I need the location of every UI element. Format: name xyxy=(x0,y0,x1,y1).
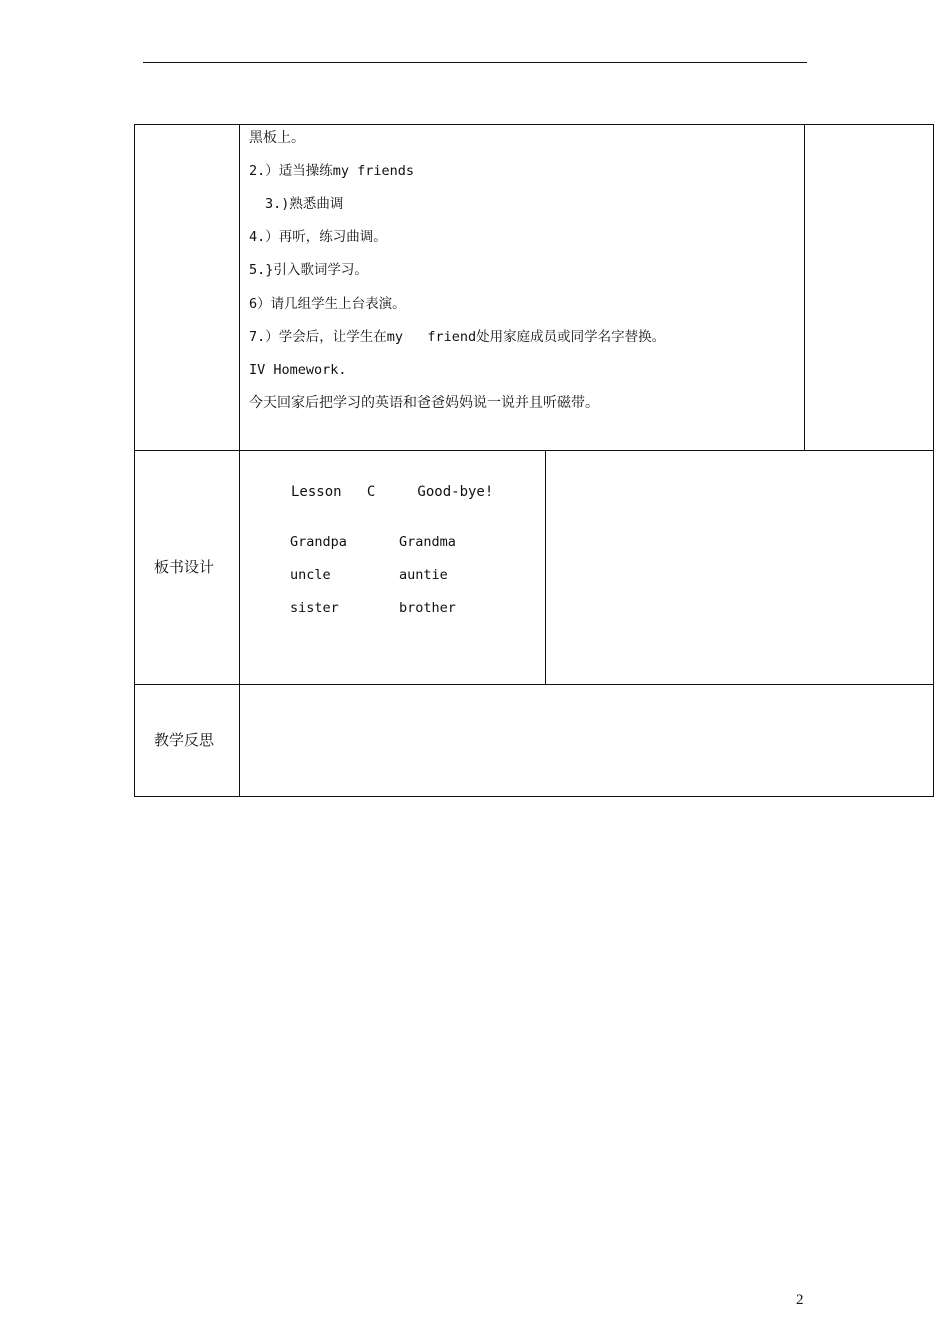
header-rule xyxy=(143,62,807,63)
procedure-line-1: 黑板上。 xyxy=(249,130,305,146)
board-word-auntie: auntie xyxy=(399,567,448,583)
board-design-blank-cell xyxy=(545,450,934,685)
board-design-title: Lesson C Good-bye! xyxy=(291,484,494,500)
board-word-brother: brother xyxy=(399,600,456,616)
procedure-notes-cell xyxy=(804,124,934,451)
board-design-label: 板书设计 xyxy=(154,558,215,576)
board-word-grandpa: Grandpa xyxy=(290,534,347,550)
procedure-line-9: 今天回家后把学习的英语和爸爸妈妈说一说并且听磁带。 xyxy=(249,395,599,411)
procedure-line-4: 4.）再听，练习曲调。 xyxy=(249,229,387,245)
procedure-line-2: 2.）适当操练my friends xyxy=(249,163,415,179)
procedure-line-8: IV Homework. xyxy=(249,362,347,378)
board-word-grandma: Grandma xyxy=(399,534,456,550)
board-word-uncle: uncle xyxy=(290,567,331,583)
page-number: 2 xyxy=(796,1292,804,1308)
reflection-label: 教学反思 xyxy=(154,731,215,749)
reflection-content-cell xyxy=(239,684,934,797)
procedure-line-6: 6）请几组学生上台表演。 xyxy=(249,296,406,312)
procedure-line-3: 3.)熟悉曲调 xyxy=(265,196,344,212)
board-word-sister: sister xyxy=(290,600,339,616)
procedure-line-5: 5.}引入歌词学习。 xyxy=(249,262,368,278)
procedure-label-cell xyxy=(134,124,240,451)
procedure-line-7: 7.）学会后，让学生在my friend处用家庭成员或同学名字替换。 xyxy=(249,329,666,345)
